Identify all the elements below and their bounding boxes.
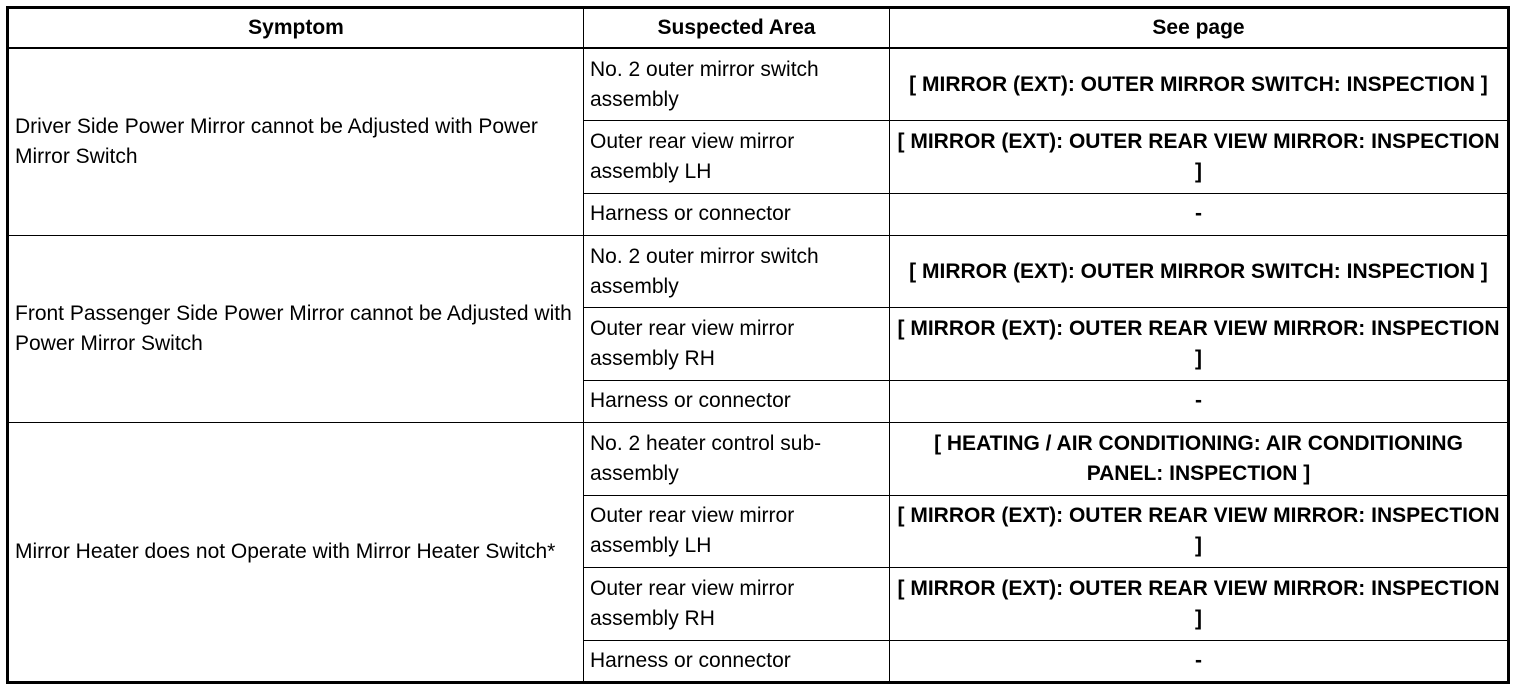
see-page-link[interactable]: [ MIRROR (EXT): OUTER REAR VIEW MIRROR: INSPECTION ]	[897, 504, 1500, 558]
suspected-area-cell: Harness or connector	[584, 193, 890, 235]
header-row	[8, 8, 1509, 49]
see-page-cell	[890, 48, 1509, 121]
symptom-cell: Mirror Heater does not Operate with Mirror Heater Switch*	[8, 423, 584, 683]
see-page-link[interactable]: [ MIRROR (EXT): OUTER MIRROR SWITCH: INSPECTION ]	[909, 259, 1488, 283]
see-page-cell	[890, 235, 1509, 308]
suspected-area-cell: Outer rear view mirror assembly LH	[584, 121, 890, 194]
suspected-area-cell: Outer rear view mirror assembly RH	[584, 568, 890, 641]
symptom-cell: Front Passenger Side Power Mirror cannot be Adjusted with Power Mirror Switch	[8, 235, 584, 422]
suspected-area-cell: Harness or connector	[584, 380, 890, 422]
see-page-link[interactable]: [ MIRROR (EXT): OUTER REAR VIEW MIRROR: INSPECTION ]	[897, 576, 1500, 630]
troubleshooting-table	[6, 6, 1510, 684]
see-page-cell: -	[890, 380, 1509, 422]
see-page-link[interactable]: [ MIRROR (EXT): OUTER REAR VIEW MIRROR: INSPECTION ]	[897, 129, 1500, 183]
suspected-area-cell: Outer rear view mirror assembly LH	[584, 495, 890, 568]
header-see-page: See page	[890, 8, 1509, 49]
see-page-link[interactable]: [ HEATING / AIR CONDITIONING: AIR CONDITIONING PANEL: INSPECTION ]	[934, 431, 1463, 485]
header-suspected-area: Suspected Area	[584, 8, 890, 49]
suspected-area-cell: No. 2 heater control sub-assembly	[584, 423, 890, 496]
suspected-area-cell: No. 2 outer mirror switch assembly	[584, 235, 890, 308]
symptom-cell: Driver Side Power Mirror cannot be Adjusted with Power Mirror Switch	[8, 48, 584, 235]
see-page-cell	[890, 121, 1509, 194]
suspected-area-cell: No. 2 outer mirror switch assembly	[584, 48, 890, 121]
see-page-cell	[890, 308, 1509, 381]
see-page-cell	[890, 495, 1509, 568]
see-page-cell	[890, 568, 1509, 641]
see-page-cell	[890, 423, 1509, 496]
suspected-area-cell: Outer rear view mirror assembly RH	[584, 308, 890, 381]
table-row	[8, 235, 1509, 308]
table-row	[8, 423, 1509, 496]
see-page-cell: -	[890, 193, 1509, 235]
table-row	[8, 48, 1509, 121]
see-page-link[interactable]: [ MIRROR (EXT): OUTER REAR VIEW MIRROR: INSPECTION ]	[897, 317, 1500, 371]
see-page-cell: -	[890, 640, 1509, 682]
suspected-area-cell: Harness or connector	[584, 640, 890, 682]
header-symptom: Symptom	[8, 8, 584, 49]
see-page-link[interactable]: [ MIRROR (EXT): OUTER MIRROR SWITCH: INSPECTION ]	[909, 72, 1488, 96]
